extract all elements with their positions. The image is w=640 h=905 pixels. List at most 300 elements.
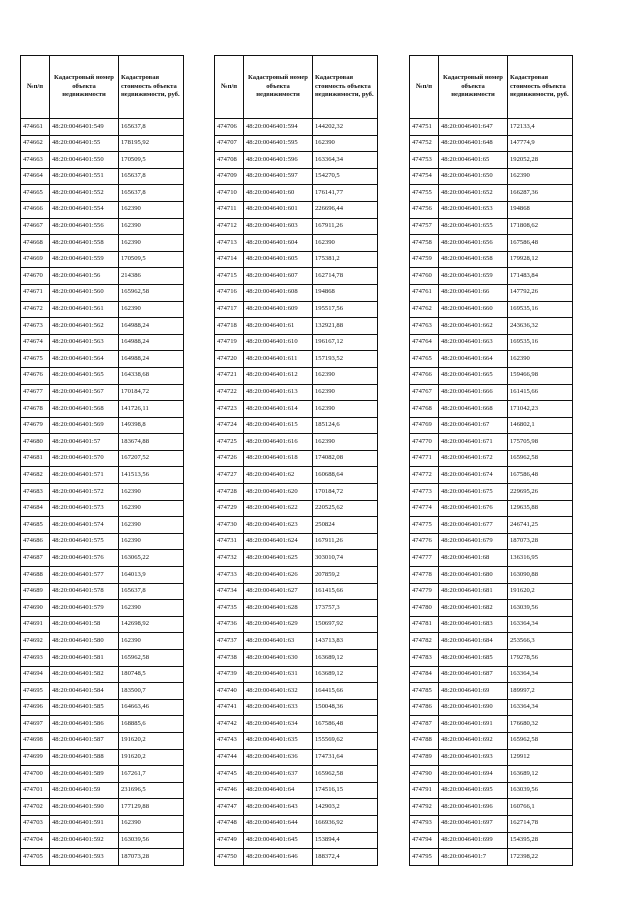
cadastral-number-cell: 48:20:0046401:558 xyxy=(50,235,119,252)
cadastral-value-cell: 178195,92 xyxy=(119,135,184,152)
table-row xyxy=(410,135,573,152)
table-row xyxy=(21,517,184,534)
cadastral-value-cell: 143713,83 xyxy=(313,633,378,650)
cadastral-number-cell: 48:20:0046401:585 xyxy=(50,699,119,716)
cadastral-value-cell: 195517,56 xyxy=(313,301,378,318)
row-number-cell: 474772 xyxy=(410,467,439,484)
table-row xyxy=(215,533,378,550)
cadastral-value-cell: 164988,24 xyxy=(119,318,184,335)
cadastral-number-cell: 48:20:0046401:665 xyxy=(439,367,508,384)
cadastral-value-cell: 165637,8 xyxy=(119,119,184,136)
cadastral-value-cell: 141513,56 xyxy=(119,467,184,484)
header-cadastral: Кадастровый номер объекта недвижимости xyxy=(439,56,508,119)
table-row xyxy=(215,218,378,235)
cadastral-number-cell: 48:20:0046401:571 xyxy=(50,467,119,484)
cadastral-value-cell: 191620,2 xyxy=(119,749,184,766)
cadastral-value-cell: 169535,16 xyxy=(508,334,573,351)
cadastral-number-cell: 48:20:0046401:653 xyxy=(439,201,508,218)
table-row xyxy=(215,699,378,716)
cadastral-number-cell: 48:20:0046401:550 xyxy=(50,152,119,169)
cadastral-number-cell: 48:20:0046401:648 xyxy=(439,135,508,152)
row-number-cell: 474755 xyxy=(410,185,439,202)
header-num: №п/п xyxy=(410,56,439,119)
table-row xyxy=(21,185,184,202)
table-row xyxy=(215,152,378,169)
table-row xyxy=(21,401,184,418)
row-number-cell: 474744 xyxy=(215,749,244,766)
row-number-cell: 474706 xyxy=(215,119,244,136)
table-row xyxy=(215,583,378,600)
cadastral-value-cell: 161415,66 xyxy=(313,583,378,600)
cadastral-value-cell: 167586,48 xyxy=(508,467,573,484)
row-number-cell: 474690 xyxy=(21,600,50,617)
cadastral-value-cell: 162714,78 xyxy=(508,815,573,832)
row-number-cell: 474778 xyxy=(410,567,439,584)
cadastral-number-cell: 48:20:0046401:625 xyxy=(244,550,313,567)
cadastral-value-cell: 163364,34 xyxy=(508,616,573,633)
cadastral-number-cell: 48:20:0046401:663 xyxy=(439,334,508,351)
cadastral-value-cell: 253566,3 xyxy=(508,633,573,650)
cadastral-number-cell: 48:20:0046401:694 xyxy=(439,766,508,783)
cadastral-value-cell: 176680,32 xyxy=(508,716,573,733)
row-number-cell: 474736 xyxy=(215,616,244,633)
cadastral-number-cell: 48:20:0046401:660 xyxy=(439,301,508,318)
cadastral-value-cell: 165962,58 xyxy=(508,732,573,749)
table-row xyxy=(215,716,378,733)
row-number-cell: 474677 xyxy=(21,384,50,401)
cadastral-value-cell: 167586,48 xyxy=(508,235,573,252)
table-row xyxy=(410,367,573,384)
row-number-cell: 474737 xyxy=(215,633,244,650)
table-row xyxy=(21,766,184,783)
table-row xyxy=(215,351,378,368)
cadastral-number-cell: 48:20:0046401:587 xyxy=(50,732,119,749)
row-number-cell: 474664 xyxy=(21,168,50,185)
cadastral-value-cell: 180748,5 xyxy=(119,666,184,683)
row-number-cell: 474695 xyxy=(21,683,50,700)
table-row xyxy=(410,450,573,467)
cadastral-number-cell: 48:20:0046401:628 xyxy=(244,600,313,617)
table-row xyxy=(21,600,184,617)
row-number-cell: 474776 xyxy=(410,533,439,550)
cadastral-value-cell: 141726,11 xyxy=(119,401,184,418)
row-number-cell: 474762 xyxy=(410,301,439,318)
table-body xyxy=(215,119,378,866)
cadastral-number-cell: 48:20:0046401:63 xyxy=(244,633,313,650)
table-header-row xyxy=(410,56,573,119)
header-cadastral: Кадастровый номер объекта недвижимости xyxy=(50,56,119,119)
cadastral-value-cell: 171042,23 xyxy=(508,401,573,418)
cadastral-value-cell: 157193,52 xyxy=(313,351,378,368)
cadastral-value-cell: 147774,9 xyxy=(508,135,573,152)
cadastral-value-cell: 162390 xyxy=(119,517,184,534)
table-row xyxy=(21,550,184,567)
table-row xyxy=(21,567,184,584)
cadastral-value-cell: 162390 xyxy=(119,201,184,218)
row-number-cell: 474702 xyxy=(21,799,50,816)
cadastral-value-cell: 162390 xyxy=(119,500,184,517)
table-row xyxy=(215,517,378,534)
cadastral-number-cell: 48:20:0046401:565 xyxy=(50,367,119,384)
cadastral-number-cell: 48:20:0046401:615 xyxy=(244,417,313,434)
cadastral-value-cell: 176141,77 xyxy=(313,185,378,202)
table-row xyxy=(410,567,573,584)
cadastral-number-cell: 48:20:0046401:574 xyxy=(50,517,119,534)
table-row xyxy=(21,732,184,749)
cadastral-number-cell: 48:20:0046401:65 xyxy=(439,152,508,169)
table-row xyxy=(410,152,573,169)
cadastral-value-cell: 243636,32 xyxy=(508,318,573,335)
row-number-cell: 474728 xyxy=(215,484,244,501)
table-col-3 xyxy=(409,55,573,866)
table-row xyxy=(21,716,184,733)
table-row xyxy=(215,367,378,384)
table-row xyxy=(21,201,184,218)
cadastral-number-cell: 48:20:0046401:620 xyxy=(244,484,313,501)
table-row xyxy=(410,201,573,218)
table-row xyxy=(215,301,378,318)
row-number-cell: 474687 xyxy=(21,550,50,567)
table-row xyxy=(21,533,184,550)
cadastral-value-cell: 159466,98 xyxy=(508,367,573,384)
cadastral-value-cell: 194868 xyxy=(508,201,573,218)
row-number-cell: 474663 xyxy=(21,152,50,169)
table-row xyxy=(21,782,184,799)
table-row xyxy=(21,284,184,301)
cadastral-value-cell: 187073,28 xyxy=(119,849,184,866)
row-number-cell: 474684 xyxy=(21,500,50,517)
cadastral-value-cell: 189997,2 xyxy=(508,683,573,700)
table-row xyxy=(215,450,378,467)
cadastral-value-cell: 185124,6 xyxy=(313,417,378,434)
cadastral-value-cell: 165962,58 xyxy=(313,766,378,783)
cadastral-number-cell: 48:20:0046401:696 xyxy=(439,799,508,816)
table-row xyxy=(410,533,573,550)
row-number-cell: 474673 xyxy=(21,318,50,335)
row-number-cell: 474771 xyxy=(410,450,439,467)
cadastral-value-cell: 173757,3 xyxy=(313,600,378,617)
row-number-cell: 474759 xyxy=(410,251,439,268)
cadastral-value-cell: 167207,52 xyxy=(119,450,184,467)
cadastral-number-cell: 48:20:0046401:656 xyxy=(439,235,508,252)
table-row xyxy=(21,683,184,700)
row-number-cell: 474783 xyxy=(410,650,439,667)
cadastral-value-cell: 164663,46 xyxy=(119,699,184,716)
row-number-cell: 474756 xyxy=(410,201,439,218)
table-row xyxy=(410,417,573,434)
cadastral-number-cell: 48:20:0046401:632 xyxy=(244,683,313,700)
cadastral-number-cell: 48:20:0046401:582 xyxy=(50,666,119,683)
table-row xyxy=(21,650,184,667)
cadastral-value-cell: 226696,44 xyxy=(313,201,378,218)
row-number-cell: 474689 xyxy=(21,583,50,600)
table-row xyxy=(215,616,378,633)
cadastral-value-cell: 162390 xyxy=(119,533,184,550)
table-row xyxy=(410,699,573,716)
table-row xyxy=(410,484,573,501)
row-number-cell: 474694 xyxy=(21,666,50,683)
cadastral-number-cell: 48:20:0046401:630 xyxy=(244,650,313,667)
table-row xyxy=(410,782,573,799)
cadastral-number-cell: 48:20:0046401:60 xyxy=(244,185,313,202)
cadastral-value-cell: 154395,28 xyxy=(508,832,573,849)
table-row xyxy=(215,235,378,252)
table-row xyxy=(215,434,378,451)
cadastral-number-cell: 48:20:0046401:560 xyxy=(50,284,119,301)
cadastral-value-cell: 167911,26 xyxy=(313,218,378,235)
cadastral-number-cell: 48:20:0046401:644 xyxy=(244,815,313,832)
row-number-cell: 474794 xyxy=(410,832,439,849)
cadastral-number-cell: 48:20:0046401:56 xyxy=(50,268,119,285)
row-number-cell: 474683 xyxy=(21,484,50,501)
header-cadastral: Кадастровый номер объекта недвижимости xyxy=(244,56,313,119)
table-row xyxy=(21,218,184,235)
cadastral-value-cell: 167911,26 xyxy=(313,533,378,550)
cadastral-number-cell: 48:20:0046401:68 xyxy=(439,550,508,567)
cadastral-value-cell: 174516,15 xyxy=(313,782,378,799)
row-number-cell: 474743 xyxy=(215,732,244,749)
row-number-cell: 474697 xyxy=(21,716,50,733)
table-row xyxy=(215,135,378,152)
cadastral-number-cell: 48:20:0046401:699 xyxy=(439,832,508,849)
cadastral-value-cell: 165962,58 xyxy=(119,284,184,301)
table-row xyxy=(21,268,184,285)
cadastral-value-cell: 163090,88 xyxy=(508,567,573,584)
cadastral-number-cell: 48:20:0046401:584 xyxy=(50,683,119,700)
cadastral-number-cell: 48:20:0046401:631 xyxy=(244,666,313,683)
row-number-cell: 474729 xyxy=(215,500,244,517)
cadastral-number-cell: 48:20:0046401:613 xyxy=(244,384,313,401)
row-number-cell: 474678 xyxy=(21,401,50,418)
cadastral-number-cell: 48:20:0046401:636 xyxy=(244,749,313,766)
row-number-cell: 474765 xyxy=(410,351,439,368)
row-number-cell: 474720 xyxy=(215,351,244,368)
row-number-cell: 474718 xyxy=(215,318,244,335)
table-row xyxy=(215,600,378,617)
row-number-cell: 474764 xyxy=(410,334,439,351)
cadastral-value-cell: 164415,66 xyxy=(313,683,378,700)
cadastral-number-cell: 48:20:0046401:629 xyxy=(244,616,313,633)
cadastral-number-cell: 48:20:0046401:674 xyxy=(439,467,508,484)
cadastral-number-cell: 48:20:0046401:592 xyxy=(50,832,119,849)
cadastral-number-cell: 48:20:0046401:614 xyxy=(244,401,313,418)
table-row xyxy=(21,749,184,766)
cadastral-value-cell: 183674,88 xyxy=(119,434,184,451)
cadastral-value-cell: 164988,24 xyxy=(119,334,184,351)
cadastral-value-cell: 167261,7 xyxy=(119,766,184,783)
table-body xyxy=(21,119,184,866)
table-row xyxy=(215,732,378,749)
cadastral-number-cell: 48:20:0046401:64 xyxy=(244,782,313,799)
table-row xyxy=(410,235,573,252)
cadastral-number-cell: 48:20:0046401:586 xyxy=(50,716,119,733)
cadastral-number-cell: 48:20:0046401:618 xyxy=(244,450,313,467)
table-row xyxy=(215,766,378,783)
table-row xyxy=(21,616,184,633)
cadastral-number-cell: 48:20:0046401:685 xyxy=(439,650,508,667)
row-number-cell: 474767 xyxy=(410,384,439,401)
cadastral-number-cell: 48:20:0046401:658 xyxy=(439,251,508,268)
cadastral-number-cell: 48:20:0046401:610 xyxy=(244,334,313,351)
table-row xyxy=(215,683,378,700)
row-number-cell: 474775 xyxy=(410,517,439,534)
cadastral-value-cell: 162390 xyxy=(313,135,378,152)
row-number-cell: 474793 xyxy=(410,815,439,832)
row-number-cell: 474786 xyxy=(410,699,439,716)
cadastral-value-cell: 150048,36 xyxy=(313,699,378,716)
cadastral-number-cell: 48:20:0046401:577 xyxy=(50,567,119,584)
cadastral-number-cell: 48:20:0046401:626 xyxy=(244,567,313,584)
cadastral-value-cell: 166936,92 xyxy=(313,815,378,832)
cadastral-value-cell: 162390 xyxy=(119,815,184,832)
cadastral-number-cell: 48:20:0046401:666 xyxy=(439,384,508,401)
table-row xyxy=(215,749,378,766)
table-row xyxy=(215,782,378,799)
cadastral-value-cell: 165637,8 xyxy=(119,168,184,185)
row-number-cell: 474680 xyxy=(21,434,50,451)
table-row xyxy=(21,334,184,351)
row-number-cell: 474790 xyxy=(410,766,439,783)
row-number-cell: 474675 xyxy=(21,351,50,368)
cadastral-value-cell: 220525,62 xyxy=(313,500,378,517)
table-row xyxy=(410,434,573,451)
cadastral-number-cell: 48:20:0046401:652 xyxy=(439,185,508,202)
table-row xyxy=(21,434,184,451)
row-number-cell: 474770 xyxy=(410,434,439,451)
table-row xyxy=(215,467,378,484)
cadastral-number-cell: 48:20:0046401:61 xyxy=(244,318,313,335)
cadastral-value-cell: 171808,62 xyxy=(508,218,573,235)
table-row xyxy=(21,119,184,136)
cadastral-number-cell: 48:20:0046401:679 xyxy=(439,533,508,550)
cadastral-value-cell: 191620,2 xyxy=(119,732,184,749)
row-number-cell: 474692 xyxy=(21,633,50,650)
row-number-cell: 474705 xyxy=(21,849,50,866)
cadastral-value-cell: 164338,68 xyxy=(119,367,184,384)
cadastral-number-cell: 48:20:0046401:568 xyxy=(50,401,119,418)
row-number-cell: 474742 xyxy=(215,716,244,733)
row-number-cell: 474785 xyxy=(410,683,439,700)
table-row xyxy=(410,168,573,185)
row-number-cell: 474713 xyxy=(215,235,244,252)
cadastral-value-cell: 172133,4 xyxy=(508,119,573,136)
cadastral-number-cell: 48:20:0046401:671 xyxy=(439,434,508,451)
cadastral-number-cell: 48:20:0046401:595 xyxy=(244,135,313,152)
cadastral-number-cell: 48:20:0046401:622 xyxy=(244,500,313,517)
cadastral-value-cell: 250824 xyxy=(313,517,378,534)
cadastral-value-cell: 187073,28 xyxy=(508,533,573,550)
row-number-cell: 474769 xyxy=(410,417,439,434)
row-number-cell: 474792 xyxy=(410,799,439,816)
table-row xyxy=(410,401,573,418)
header-value: Кадастровая стоимость объекта недвижимости, руб. xyxy=(119,56,184,119)
cadastral-value-cell: 165637,8 xyxy=(119,185,184,202)
cadastral-number-cell: 48:20:0046401:634 xyxy=(244,716,313,733)
cadastral-value-cell: 162390 xyxy=(508,168,573,185)
row-number-cell: 474791 xyxy=(410,782,439,799)
cadastral-value-cell: 170509,5 xyxy=(119,152,184,169)
cadastral-value-cell: 166287,36 xyxy=(508,185,573,202)
table-row xyxy=(21,168,184,185)
cadastral-number-cell: 48:20:0046401:693 xyxy=(439,749,508,766)
cadastral-number-cell: 48:20:0046401:643 xyxy=(244,799,313,816)
row-number-cell: 474666 xyxy=(21,201,50,218)
row-number-cell: 474674 xyxy=(21,334,50,351)
cadastral-value-cell: 164013,9 xyxy=(119,567,184,584)
cadastral-value-cell: 163065,22 xyxy=(119,550,184,567)
cadastral-number-cell: 48:20:0046401:59 xyxy=(50,782,119,799)
cadastral-value-cell: 154270,5 xyxy=(313,168,378,185)
table-row xyxy=(215,284,378,301)
table-row xyxy=(410,334,573,351)
cadastral-value-cell: 229695,26 xyxy=(508,484,573,501)
cadastral-value-cell: 172398,22 xyxy=(508,849,573,866)
cadastral-number-cell: 48:20:0046401:567 xyxy=(50,384,119,401)
row-number-cell: 474758 xyxy=(410,235,439,252)
row-number-cell: 474661 xyxy=(21,119,50,136)
cadastral-value-cell: 163039,56 xyxy=(119,832,184,849)
table-row xyxy=(215,550,378,567)
cadastral-number-cell: 48:20:0046401:573 xyxy=(50,500,119,517)
row-number-cell: 474712 xyxy=(215,218,244,235)
cadastral-number-cell: 48:20:0046401:57 xyxy=(50,434,119,451)
row-number-cell: 474698 xyxy=(21,732,50,749)
cadastral-number-cell: 48:20:0046401:69 xyxy=(439,683,508,700)
cadastral-number-cell: 48:20:0046401:593 xyxy=(50,849,119,866)
cadastral-value-cell: 162390 xyxy=(119,235,184,252)
row-number-cell: 474691 xyxy=(21,616,50,633)
row-number-cell: 474750 xyxy=(215,849,244,866)
cadastral-value-cell: 162390 xyxy=(119,633,184,650)
table-row xyxy=(410,284,573,301)
cadastral-number-cell: 48:20:0046401:7 xyxy=(439,849,508,866)
cadastral-value-cell: 163364,34 xyxy=(508,699,573,716)
row-number-cell: 474700 xyxy=(21,766,50,783)
cadastral-value-cell: 144202,32 xyxy=(313,119,378,136)
cadastral-value-cell: 153894,4 xyxy=(313,832,378,849)
row-number-cell: 474722 xyxy=(215,384,244,401)
cadastral-value-cell: 174731,64 xyxy=(313,749,378,766)
cadastral-number-cell: 48:20:0046401:612 xyxy=(244,367,313,384)
cadastral-value-cell: 162390 xyxy=(313,367,378,384)
table-row xyxy=(215,384,378,401)
table-row xyxy=(410,815,573,832)
row-number-cell: 474779 xyxy=(410,583,439,600)
table-row xyxy=(21,235,184,252)
table-row xyxy=(410,467,573,484)
table-row xyxy=(21,849,184,866)
cadastral-value-cell: 214386 xyxy=(119,268,184,285)
table-row xyxy=(215,251,378,268)
cadastral-value-cell: 162390 xyxy=(119,484,184,501)
cadastral-value-cell: 162390 xyxy=(313,434,378,451)
table-row xyxy=(215,334,378,351)
cadastral-number-cell: 48:20:0046401:66 xyxy=(439,284,508,301)
cadastral-number-cell: 48:20:0046401:697 xyxy=(439,815,508,832)
cadastral-number-cell: 48:20:0046401:58 xyxy=(50,616,119,633)
table-row xyxy=(410,666,573,683)
row-number-cell: 474688 xyxy=(21,567,50,584)
cadastral-number-cell: 48:20:0046401:659 xyxy=(439,268,508,285)
row-number-cell: 474719 xyxy=(215,334,244,351)
table-row xyxy=(215,168,378,185)
table-row xyxy=(21,318,184,335)
cadastral-value-cell: 129635,88 xyxy=(508,500,573,517)
row-number-cell: 474693 xyxy=(21,650,50,667)
row-number-cell: 474748 xyxy=(215,815,244,832)
cadastral-value-cell: 136316,95 xyxy=(508,550,573,567)
cadastral-value-cell: 162390 xyxy=(508,351,573,368)
